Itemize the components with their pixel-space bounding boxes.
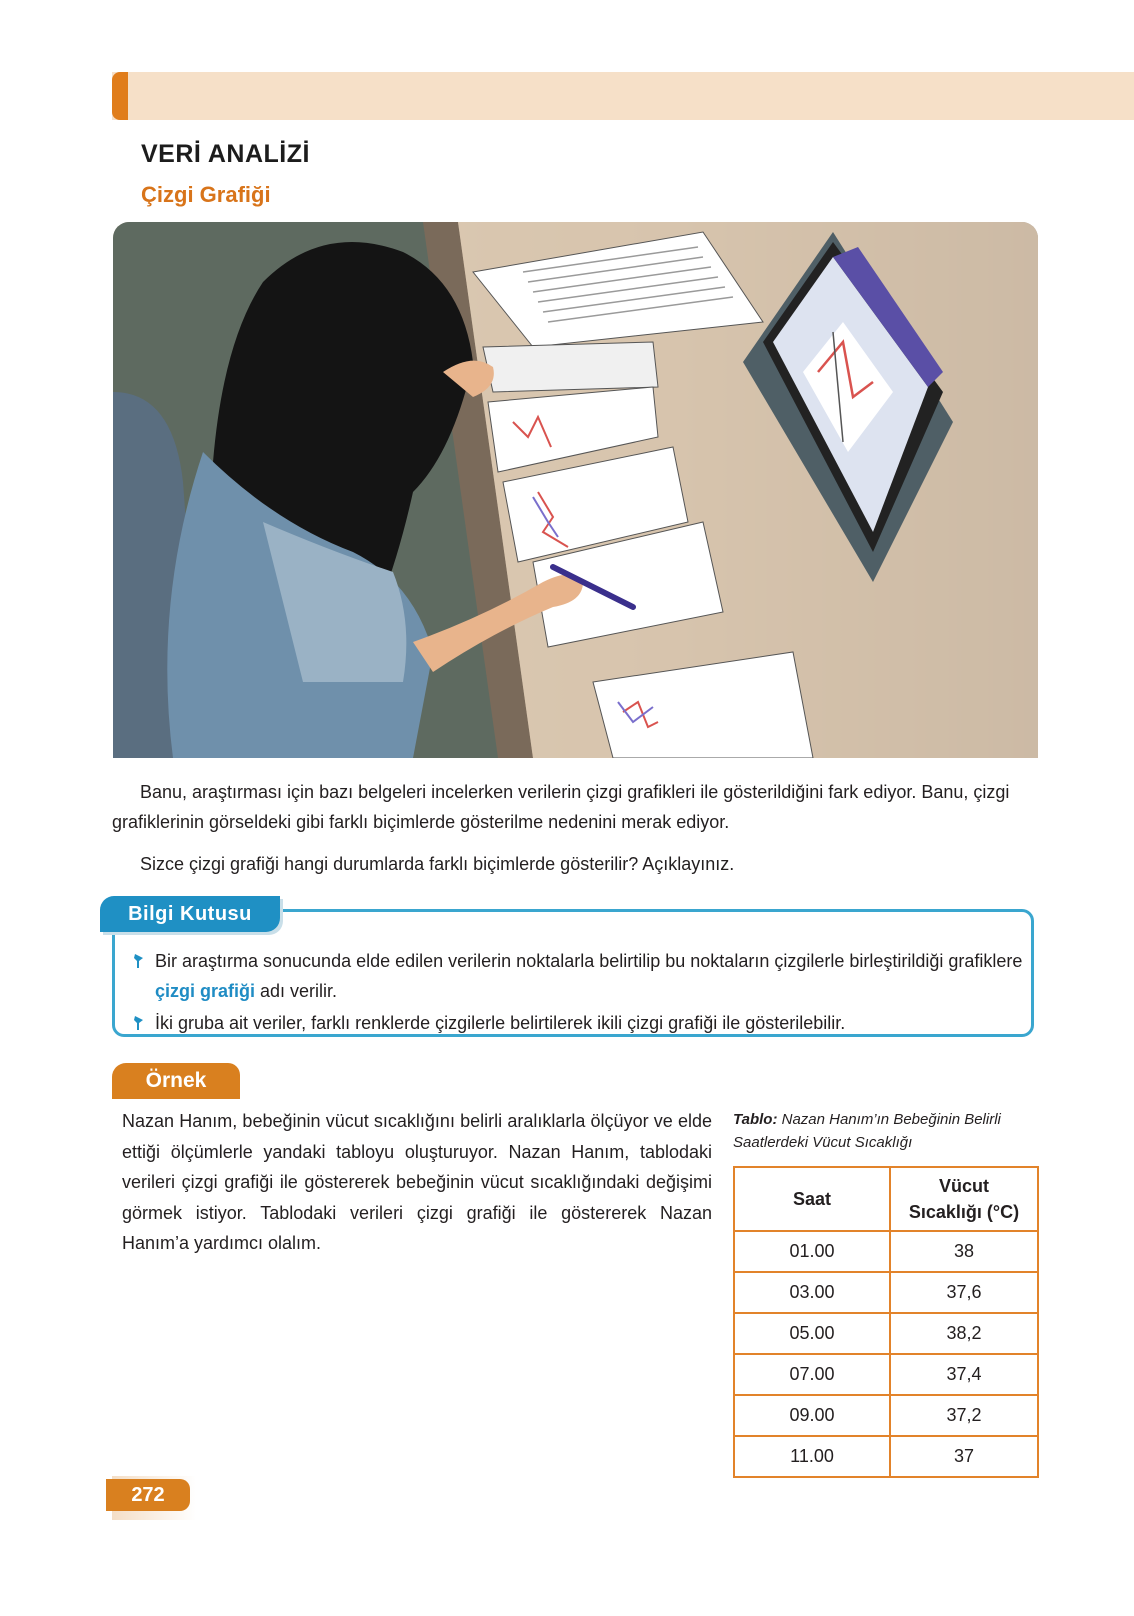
cell-temp: 37,6: [890, 1272, 1038, 1313]
table-row: [734, 1272, 1038, 1313]
info-box-title: Bilgi Kutusu: [128, 903, 252, 925]
cell-temp: 38,2: [890, 1313, 1038, 1354]
cell-time: 11.00: [734, 1436, 890, 1477]
example-text: Nazan Hanım, bebeğinin vücut sıcaklığını belirli aralıklarla ölçüyor ve elde ettiği ölçümlerle yandaki tabloyu oluşturuyor. Nazan Hanım, tablodaki verileri çizgi grafiği ile göstererek bebeğinin vücut sıcaklığındaki değişimi görmek istiyor. Tablodaki verileri çizgi grafiği ile göstererek Nazan Hanım’a yardımcı olalım.: [122, 1111, 712, 1253]
cell-time: 07.00: [734, 1354, 890, 1395]
cell-temp: 37,2: [890, 1395, 1038, 1436]
cell-temp: 38: [890, 1231, 1038, 1272]
info-item-text: İki gruba ait veriler, farklı renklerde çizgilerle belirtilerek ikili çizgi grafiği ile gösterilebilir.: [155, 1013, 846, 1033]
table-row: [734, 1231, 1038, 1272]
header-tab: [112, 72, 128, 120]
header-band: [112, 72, 1134, 120]
table-row: [734, 1395, 1038, 1436]
cell-time: 09.00: [734, 1395, 890, 1436]
cell-temp: 37: [890, 1436, 1038, 1477]
info-box-header: [100, 896, 280, 932]
illustration-student-studying-graphs: [113, 222, 1038, 758]
page-number: 272: [106, 1479, 190, 1511]
table-caption-label: Tablo:: [733, 1111, 778, 1128]
section-subtitle: Çizgi Grafiği: [141, 182, 271, 207]
table-row: [734, 1313, 1038, 1354]
header-temperature-line2: Sıcaklığı (°C): [908, 1202, 1020, 1222]
table-row: [734, 1436, 1038, 1477]
info-item: [133, 1008, 1023, 1038]
cell-time: 05.00: [734, 1313, 890, 1354]
intro-paragraph: Banu, araştırması için bazı belgeleri incelerken verilerin çizgi grafikleri ile gösterildiğini fark ediyor. Banu, çizgi grafiklerinin görseldeki gibi farklı biçimlerde gösterilme nedenini merak ediyor.: [112, 782, 1010, 832]
pin-bullet-icon: [133, 953, 145, 969]
header-temperature: [890, 1167, 1038, 1231]
header-temperature-line1: Vücut: [938, 1176, 989, 1196]
info-item: [133, 946, 1023, 1006]
question-paragraph: Sizce çizgi grafiği hangi durumlarda farklı biçimlerde gösterilir? Açıklayınız.: [140, 854, 735, 874]
example-tab: [112, 1063, 240, 1099]
temperature-table: [733, 1166, 1039, 1478]
section-title: VERİ ANALİZİ: [141, 140, 310, 168]
cell-temp: 37,4: [890, 1354, 1038, 1395]
info-item-text-end: adı verilir.: [255, 981, 338, 1001]
highlight-term: çizgi grafiği: [155, 981, 256, 1001]
table-caption-text: Nazan Hanım’ın Bebeğinin Belirli Saatlerdeki Vücut Sıcaklığı: [733, 1111, 1001, 1151]
cell-time: 01.00: [734, 1231, 890, 1272]
example-label: Örnek: [145, 1069, 207, 1092]
pin-bullet-icon: [133, 1015, 145, 1031]
table-caption: [733, 1108, 1043, 1154]
table-row: [734, 1354, 1038, 1395]
cell-time: 03.00: [734, 1272, 890, 1313]
info-item-text: Bir araştırma sonucunda elde edilen verilerin noktalarla belirtilip bu noktaların çizgilerle birleştirildiği grafiklere: [155, 951, 1023, 971]
header-time: Saat: [734, 1167, 890, 1231]
table-header-row: [734, 1167, 1038, 1231]
